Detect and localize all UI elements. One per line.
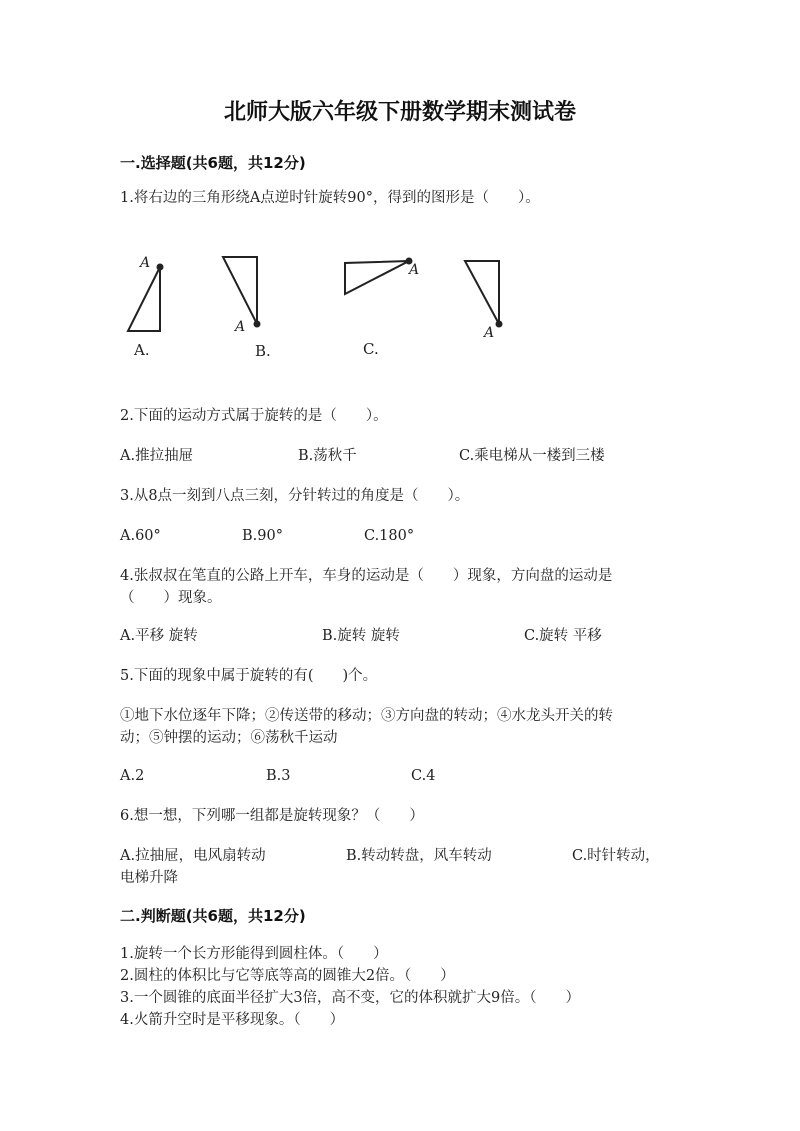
question-2-option-c: C.乘电梯从一楼到三楼	[459, 448, 605, 464]
question-2-option-a: A.推拉抽屉	[120, 448, 194, 464]
point-label: A	[140, 255, 151, 271]
figure-a	[128, 255, 164, 359]
question-6-option-a: A.拉抽屉，电风扇转动	[120, 848, 266, 864]
question-3-option-a: A.60°	[120, 528, 161, 544]
point-label: A	[409, 262, 420, 278]
question-4-option-b: B.旋转 旋转	[322, 628, 400, 644]
judge-item-4: 4.火箭升空时是平移现象。（ ）	[120, 1012, 345, 1028]
point-label: A	[484, 325, 495, 341]
question-5-option-b: B.3	[266, 768, 291, 784]
question-2-text: 2.下面的运动方式属于旋转的是（ ）。	[120, 408, 388, 424]
triangle-b	[223, 257, 257, 324]
question-5-option-c: C.4	[411, 768, 436, 784]
question-1-figures	[120, 245, 540, 375]
question-3-option-b: B.90°	[242, 528, 283, 544]
question-4-line-1: 4.张叔叔在笔直的公路上开车，车身的运动是（ ）现象，方向盘的运动是	[120, 568, 613, 584]
question-4-option-c: C.旋转 平移	[524, 628, 602, 644]
question-3-option-c: C.180°	[364, 528, 415, 544]
triangle-figures	[120, 245, 540, 375]
question-1-text: 1.将右边的三角形绕A点逆时针旋转90°，得到的图形是（ ）。	[120, 190, 540, 206]
question-6-option-c: C.时针转动，	[572, 848, 660, 864]
question-6-text: 6.想一想，下列哪一组都是旋转现象？（ ）	[120, 808, 424, 824]
figure-label-a: A.	[134, 341, 150, 359]
page-title: 北师大版六年级下册数学期末测试卷	[223, 100, 576, 125]
question-4-option-a: A.平移 旋转	[120, 628, 198, 644]
question-5-detail-line-2: 动；⑤钟摆的运动；⑥荡秋千运动	[120, 730, 338, 746]
question-2-option-b: B.荡秋千	[298, 448, 357, 464]
figure-b	[223, 257, 271, 360]
triangle-c	[345, 261, 409, 294]
judge-item-3: 3.一个圆锥的底面半径扩大3倍，高不变，它的体积就扩大9倍。（ ）	[120, 990, 581, 1006]
judge-item-2: 2.圆柱的体积比与它等底等高的圆锥大2倍。（ ）	[120, 968, 455, 984]
figure-label-b: B.	[255, 342, 271, 360]
question-6-option-c-continued: 电梯升降	[120, 870, 178, 886]
question-5-option-a: A.2	[120, 768, 145, 784]
point-a-marker	[157, 264, 164, 271]
point-a-marker	[254, 321, 261, 328]
question-5-detail-line-1: ①地下水位逐年下降；②传送带的移动；③方向盘的转动；④水龙头开关的转	[120, 708, 613, 724]
question-4-line-2: （ ）现象。	[120, 590, 222, 606]
triangle-a	[128, 267, 160, 331]
section-judge-heading: 二.判断题(共6题，共12分)	[120, 907, 306, 925]
question-3-text: 3.从8点一刻到八点三刻，分针转过的角度是（ ）。	[120, 488, 470, 504]
figure-label-c: C.	[363, 340, 379, 358]
point-a-marker	[496, 321, 503, 328]
section-choice-heading: 一.选择题(共6题，共12分)	[120, 154, 306, 172]
judge-item-1: 1.旋转一个长方形能得到圆柱体。（ ）	[120, 946, 388, 962]
figure-c	[345, 258, 419, 359]
figure-original	[465, 261, 503, 341]
triangle-original	[465, 261, 499, 324]
question-6-option-b: B.转动转盘，风车转动	[346, 848, 492, 864]
point-label: A	[235, 319, 246, 335]
question-5-text: 5.下面的现象中属于旋转的有( )个。	[120, 668, 378, 684]
